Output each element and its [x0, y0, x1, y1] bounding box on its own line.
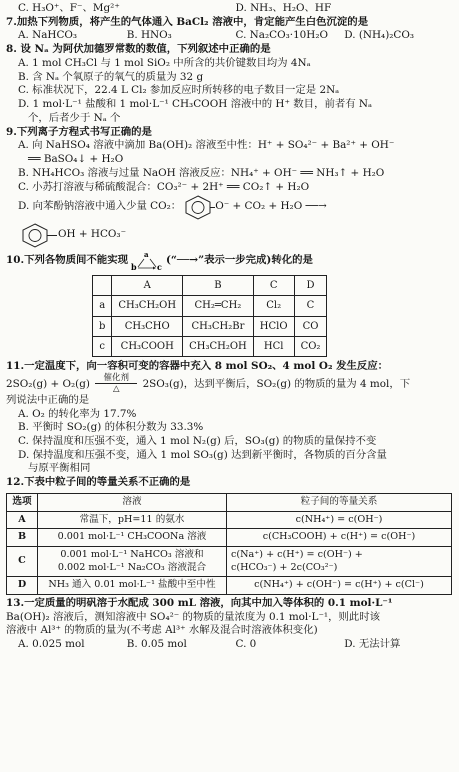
table-row: [93, 296, 327, 316]
table-cell: [38, 546, 227, 576]
benzene-ring-icon: [18, 222, 58, 248]
table-cell: CO: [294, 316, 327, 336]
conversion-triangle-icon: [130, 250, 164, 272]
equilibrium-arrow: [95, 374, 137, 394]
q9-option-c: C. 小苏打溶液与稀硫酸混合：CO₃²⁻ + 2H⁺ ══ CO₂↑ + H₂O: [18, 180, 310, 193]
table-cell: D: [294, 276, 327, 296]
q7-stem: 7.加热下列物质，将产生的气体通入 BaCl₂ 溶液中，肯定能产生白色沉淀的是: [6, 15, 369, 28]
table-cell: HCl: [253, 336, 294, 356]
q6-option-d: D. NH₃、H₂O、HF: [235, 2, 332, 14]
table-cell: CH₃CH₂OH: [112, 296, 183, 316]
table-cell: B: [7, 529, 38, 547]
table-header-row: [7, 493, 452, 511]
table-cell: C: [253, 276, 294, 296]
table-cell: 溶液: [38, 493, 227, 511]
table-cell: [93, 276, 112, 296]
q9-option-a: A. 向 NaHSO₄ 溶液中滴加 Ba(OH)₂ 溶液至中性：H⁺ + SO₄²⁻ + Ba²⁺ + OH⁻: [18, 139, 395, 152]
table-row: [93, 316, 327, 336]
q11-stem: 11.一定温度下，向一容积可变的容器中充入 8 mol SO₂、4 mol O₂ 发生反应：: [6, 360, 389, 373]
heat-symbol: △: [112, 384, 120, 395]
q10-stem: [6, 250, 453, 272]
table-cell: c: [93, 336, 112, 356]
q9-option-d-label: D. 向苯酚钠溶液中通入少量 CO₂：: [18, 200, 182, 213]
q9-option-b: B. NH₄HCO₃ 溶液与过量 NaOH 溶液反应：NH₄⁺ + OH⁻ ══ NH₃↑ + H₂O: [18, 166, 385, 179]
q11-option-d-cont: 与原平衡相同: [28, 462, 91, 475]
table-cell: CH₃CH₂OH: [183, 336, 254, 356]
table-cell: a: [93, 296, 112, 316]
table-cell: c(CH₃COOH) + c(H⁺) = c(OH⁻): [227, 529, 452, 547]
table-cell: A: [112, 276, 183, 296]
q7-option-a: A. NaHCO₃: [18, 29, 78, 42]
q11-eq-right: 2SO₃(g)，达到平衡后，SO₂(g) 的物质的量为 4 mol，下: [142, 377, 411, 390]
table-cell: NH₃ 通入 0.01 mol·L⁻¹ 盐酸中至中性: [38, 577, 227, 595]
table-cell: c(NH₄⁺) = c(OH⁻): [227, 511, 452, 529]
table-cell: C: [294, 296, 327, 316]
table-row: [7, 529, 452, 547]
table-cell: B: [183, 276, 254, 296]
q7-option-b: B. HNO₃: [126, 29, 172, 42]
table-cell: CO₂: [294, 336, 327, 356]
q13-option-d: D. 无法计算: [344, 638, 401, 651]
table-row: [7, 546, 452, 576]
table-cell: Cl₂: [253, 296, 294, 316]
q6-options: [6, 2, 453, 16]
q8-option-d-cont: 个，后者少于 Nₐ 个: [28, 111, 121, 124]
table-cell: 选项: [7, 493, 38, 511]
cell-line: c(Na⁺) + c(H⁺) = c(OH⁻) +: [231, 548, 363, 560]
table-cell: CH₃COOH: [112, 336, 183, 356]
q10-stem-a: 10.下列各物质间不能实现: [6, 254, 128, 267]
table-cell: CH₂═CH₂: [183, 296, 254, 316]
table-cell: CH₃CHO: [112, 316, 183, 336]
q11-eq-left: 2SO₂(g) + O₂(g): [6, 377, 90, 390]
q13-stem-3: 溶液中 Al³⁺ 的物质的量为(不考虑 Al³⁺ 水解及混合时溶液体积变化): [6, 624, 318, 637]
table-cell: D: [7, 577, 38, 595]
catalyst-label: 催化剂: [103, 372, 129, 383]
q6-option-c: C. H₃O⁺、F⁻、Mg²⁺: [18, 2, 120, 14]
q9-option-d-product-text: OH + HCO₃⁻: [58, 228, 127, 241]
q13-option-a: A. 0.025 mol: [18, 638, 85, 651]
q9-option-d-product: [6, 222, 453, 248]
table-cell: 0.001 mol·L⁻¹ CH₃COONa 溶液: [38, 529, 227, 547]
cell-line: 0.001 mol·L⁻¹ NaHCO₃ 溶液和: [60, 548, 204, 560]
q7-option-c: C. Na₂CO₃·10H₂O: [235, 29, 329, 42]
table-row: [7, 577, 452, 595]
q7-options: [6, 29, 453, 43]
q13-option-c: C. 0: [235, 638, 257, 651]
table-cell: CH₃CH₂Br: [183, 316, 254, 336]
tri-label-a: a: [143, 250, 149, 260]
q10-stem-b: (“──→”表示一步完成)转化的是: [165, 254, 313, 267]
q11-equation: [6, 374, 453, 394]
q9-stem: 9.下列离子方程式书写正确的是: [6, 125, 152, 138]
table-header-row: [93, 276, 327, 296]
q9-option-d-equation: O⁻ + CO₂ + H₂O ──→: [215, 200, 327, 213]
q9-option-d: [6, 194, 453, 220]
table-cell: C: [7, 546, 38, 576]
table-cell: c(NH₄⁺) + c(OH⁻) = c(H⁺) + c(Cl⁻): [227, 577, 452, 595]
q13-option-b: B. 0.05 mol: [126, 638, 187, 651]
q8-option-b: B. 含 Nₐ 个氧原子的氧气的质量为 32 g: [18, 70, 204, 83]
q13-stem: 13.一定质量的明矾溶于水配成 300 mL 溶液，向其中加入等体积的 0.1 mol·L⁻¹: [6, 596, 393, 609]
q10-table: [92, 275, 327, 357]
q8-option-a: A. 1 mol CH₃Cl 与 1 mol SiO₂ 中所含的共价键数目均为 4Nₐ: [18, 56, 311, 69]
tri-label-b: b: [130, 262, 137, 273]
tri-label-c: c: [156, 262, 162, 273]
benzene-ring-icon: [181, 194, 215, 220]
cell-line: 0.002 mol·L⁻¹ Na₂CO₃ 溶液混合: [57, 561, 207, 573]
q11-option-c: C. 保持温度和压强不变，通入 1 mol N₂(g) 后，SO₃(g) 的物质的量保持不变: [18, 434, 377, 447]
q11-option-d: D. 保持温度和压强不变，通入 1 mol SO₃(g) 达到新平衡时，各物质的百分含量: [18, 448, 387, 461]
q9-option-a-cont: ══ BaSO₄↓ + H₂O: [28, 153, 124, 166]
q11-stem-cont: 列说法中正确的是: [6, 393, 90, 406]
table-cell: 粒子间的等量关系: [227, 493, 452, 511]
q8-option-d: D. 1 mol·L⁻¹ 盐酸和 1 mol·L⁻¹ CH₃COOH 溶液中的 H⁺ 数目，前者有 Nₐ: [18, 98, 373, 111]
table-cell: [227, 546, 452, 576]
q13-stem-2: Ba(OH)₂ 溶液后，测知溶液中 SO₄²⁻ 的物质的量浓度为 0.1 mol·L⁻¹，则此时该: [6, 610, 381, 623]
q13-options: [6, 638, 453, 652]
q12-stem: 12.下表中粒子间的等量关系不正确的是: [6, 476, 191, 489]
table-cell: A: [7, 511, 38, 529]
q8-stem: 8. 设 Nₐ 为阿伏加德罗常数的数值，下列叙述中正确的是: [6, 43, 271, 56]
table-row: [7, 511, 452, 529]
table-cell: 常温下，pH=11 的氨水: [38, 511, 227, 529]
table-cell: b: [93, 316, 112, 336]
table-cell: HClO: [253, 316, 294, 336]
cell-line: c(HCO₃⁻) + 2c(CO₃²⁻): [231, 561, 338, 573]
q12-table: [6, 493, 452, 595]
q7-option-d: D. (NH₄)₂CO₃: [344, 29, 415, 42]
q11-option-a: A. O₂ 的转化率为 17.7%: [18, 407, 137, 420]
q11-option-b: B. 平衡时 SO₂(g) 的体积分数为 33.3%: [18, 421, 204, 434]
table-row: [93, 336, 327, 356]
q8-option-c: C. 标准状况下，22.4 L Cl₂ 参加反应时所转移的电子数目一定是 2Nₐ: [18, 84, 340, 97]
